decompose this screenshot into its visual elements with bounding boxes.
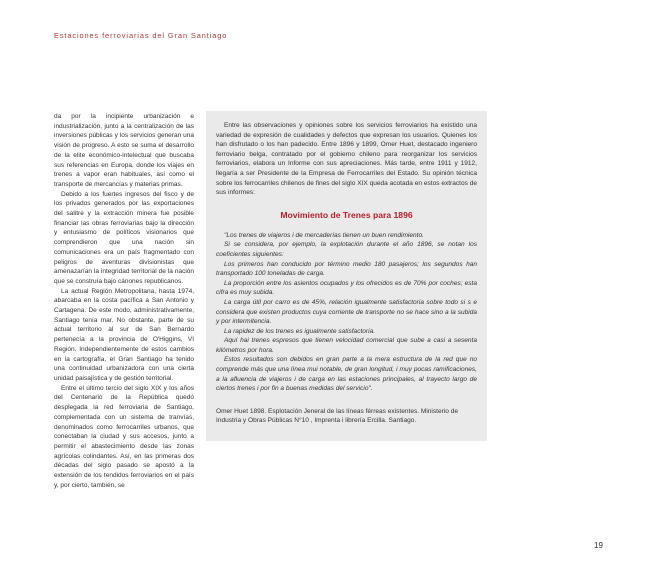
quote-paragraph: La proporción entre los asientos ocupados y los ofrecidos es de 70% por coches; esta cifra es muy subida. [216, 279, 477, 297]
quote-paragraph: Los primeros han conducido por término medio 180 pasajeros; los segundos han transportado 100 toneladas de carga. [216, 260, 477, 278]
page-number: 19 [594, 541, 603, 550]
quote-paragraph: La carga útil por carro es de 45%, relación igualmente satisfactoria sobre todo si s e considera que existen productos cuya corriente de transporte no se hace sino a la subida y por intermitencia. [216, 298, 477, 326]
sidebox-intro: Entre las observaciones y opiniones sobre los servicios ferroviarios ha existido una variedad de expresión de cualidades y defectos que expresan los usuarios. Quienes los han disfrutado o los han padecido. Entre 1896 y 1899, Omer Huet, destacado ingeniero ferroviario belga, contratado por el gobierno chileno para reorganizar los servicios ferroviarios, elabora un Informe con sus apreciaciones. Más tarde, entre 1911 y 1912, llegaría a ser Presidente de la Empresa de Ferrocarriles del Estado. Su opinión técnica sobre los ferrocarriles chilenos de fines del siglo XIX queda acotada en estos extractos de sus informes: [216, 122, 477, 197]
quote-paragraph: "Los trenes de viajeros i de mercaderías tienen un buen rendimiento. [224, 231, 424, 239]
body-paragraph: da por la incipiente urbanización e industrialización, junto a la centralización de las inversiones públicas y los servicios generan una visión de progreso. A esto se suma el desarrollo de la elite económico-intelectual que buscaba sus referencias en Europa, donde los viajes en trenes a vapor eran habituales, así como el transporte de mercancías y materias primas. [54, 113, 194, 188]
quote-paragraph: Aquí hai trenes espresos que tienen velocidad comercial que sube a casi a sesenta kilómetros por hora. [216, 337, 477, 354]
quote-block [216, 231, 477, 394]
left-text-column [54, 112, 194, 490]
quote-paragraph: Estos resultados son debidos en gran parte a la mera estructura de la red que no comprende más que una línea mui notable, de gran longitud, i muy pocas ramificaciones, a la afluencia de viajeros i de carga en las estaciones principales, al trayecto largo de ciertos trenes i por fin a buenas medidas del servicio". [216, 356, 477, 393]
body-paragraph: Entre el último tercio del siglo XIX y los años del Centenario de la República quedó desplegada la red ferroviaria de Santiago, complementada con un sistema de tranvías, denominados como ferrocarriles urbanos, que conectaban la ciudad y sus accesos, junto a permitir el abastecimiento desde las zonas agrícolas colindantes. Así, en las primeras dos décadas del siglo pasado se apostó a la extensión de los tendidos ferroviarios en el país y, por cierto, también, se [54, 384, 194, 489]
sidebox-citation: Omer Huet 1898. Esplotación Jeneral de las líneas férreas existentes. Ministerio de Industria y Obras Públicas N°10 , Imprenta i librería Ercilla. Santiago. [216, 407, 458, 425]
quote-paragraph: La rapidez de los trenes es igualmente satisfactoria. [224, 327, 376, 335]
sidebox-title: Movimiento de Trenes para 1896 [280, 209, 413, 220]
quote-paragraph: Si se considera, por ejemplo, la explotación durante el año 1896, se notan los coeficientes siguientes: [216, 241, 477, 258]
body-paragraph: Debido a los fuertes ingresos del fisco y de los privados generados por las exportaciones del salitre y la extracción minera fue posible financiar las obras ferroviarias bajo la dirección y entusiasmo de políticos visionarios que comprendieron que una nación sin comunicaciones era un país fragmentado con peligros de aventuras divisionistas que amenazarían la integridad territorial de la nación que se construía bajo cánones republicanos. [54, 190, 194, 285]
running-header: Estaciones ferroviarias del Gran Santiago [54, 31, 228, 40]
body-paragraph: La actual Región Metropolitana, hasta 1974, abarcaba en la costa pacífica a San Antonio y Cartagena. De este modo, administrativamente, Santiago tenía mar. No obstante, parte de su actual territorio al sur de San Bernardo pertenecía a la provincia de O'Higgins, VI Región. Independientemente de estos cambios en la cartografía, el Gran Santiago ha tenido una continuidad urbanizadora con una cierta unidad paisajística y de gestión territorial. [54, 287, 194, 382]
quote-sidebox [206, 111, 487, 441]
